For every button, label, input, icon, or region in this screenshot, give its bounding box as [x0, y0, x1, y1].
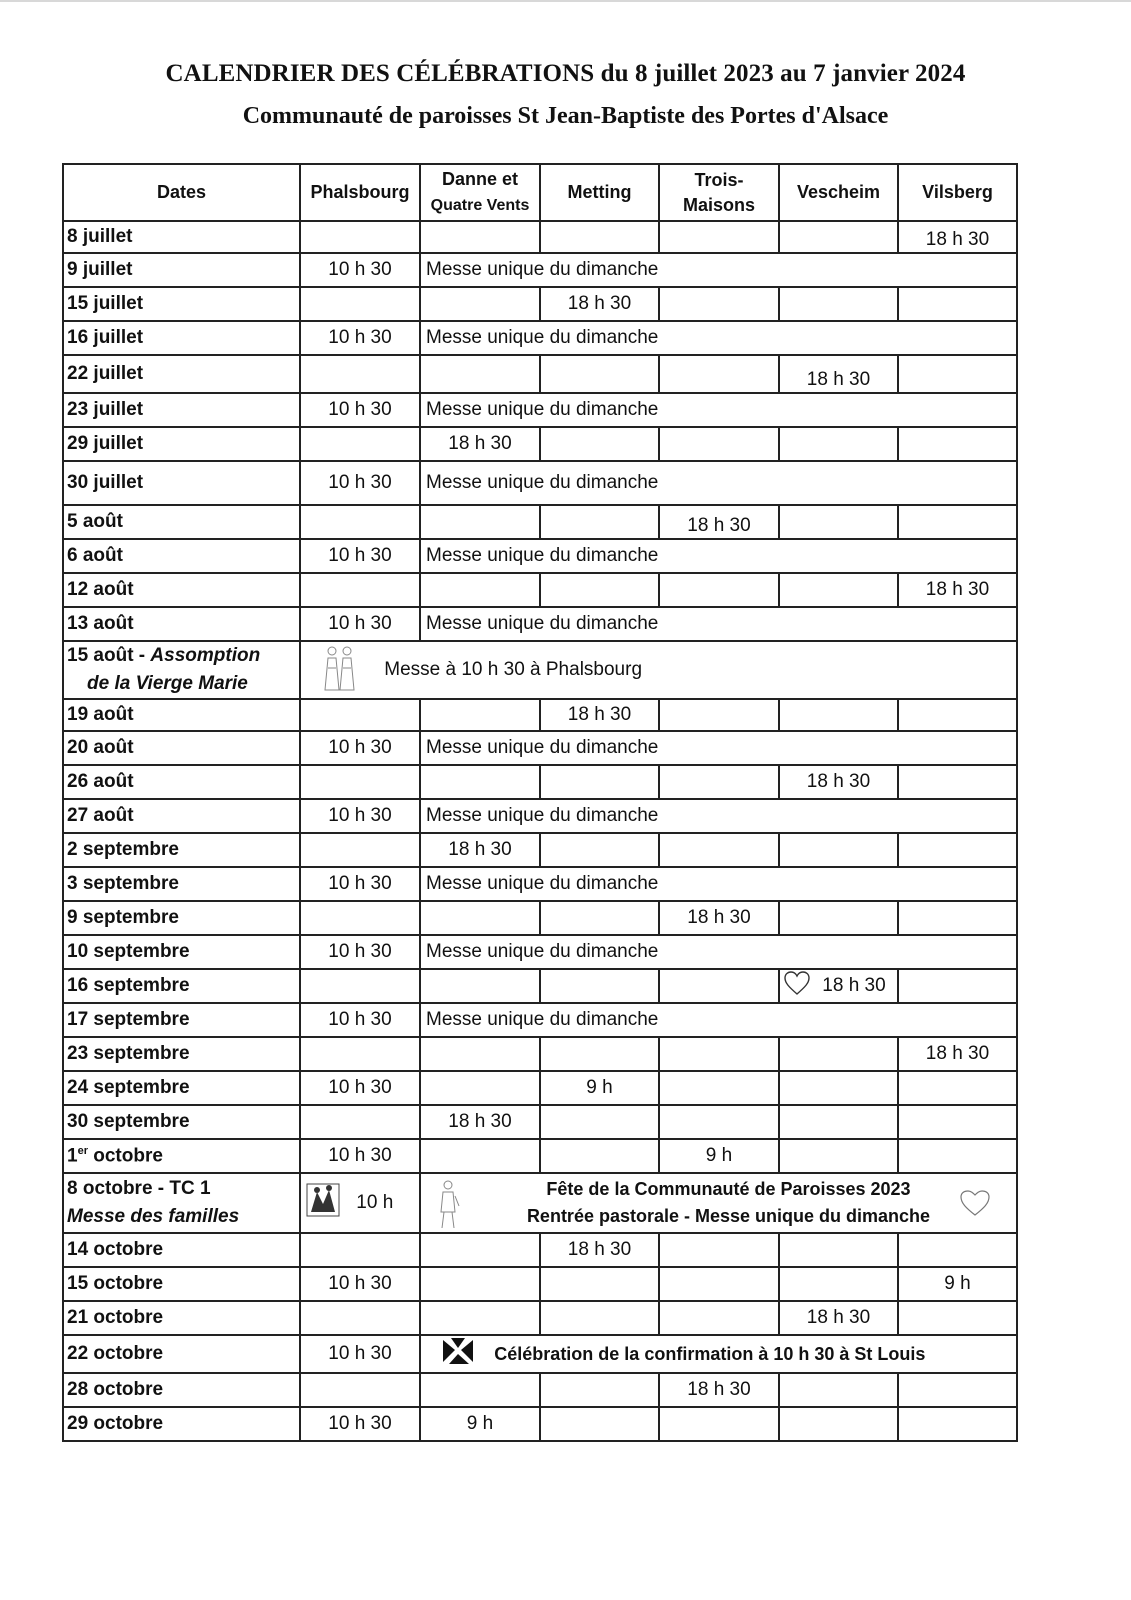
col-header-phalsbourg: Phalsbourg [300, 164, 420, 221]
scan-edge-line [0, 0, 1131, 2]
row-date: 20 août [63, 731, 300, 765]
row-note-line2: Rentrée pastorale - Messe unique du dimanche [526, 1206, 931, 1226]
cell-trois-maisons: 18 h 30 [659, 1373, 779, 1407]
row-date: 15 juillet [63, 287, 300, 321]
row-date: 15 août - Assomption de la Vierge Marie [63, 641, 300, 699]
table-row [63, 393, 1017, 427]
row-date: 16 septembre [63, 969, 300, 1003]
row-note: Messe unique du dimanche [420, 461, 1017, 505]
table-row [63, 901, 1017, 935]
row-date: 2 septembre [63, 833, 300, 867]
row-note: Messe unique du dimanche [420, 935, 1017, 969]
cell-phalsbourg: 10 h 30 [300, 607, 420, 641]
row-date: 16 juillet [63, 321, 300, 355]
table-row [63, 573, 1017, 607]
row-date: 12 août [63, 573, 300, 607]
row-note-line1: Fête de la Communauté de Paroisses 2023 [546, 1179, 911, 1199]
table-row [63, 799, 1017, 833]
cell-phalsbourg: 10 h 30 [300, 731, 420, 765]
table-row [63, 867, 1017, 901]
row-date: 28 octobre [63, 1373, 300, 1407]
heart-icon [783, 970, 811, 1002]
row-date: 5 août [63, 505, 300, 539]
confirmation-icon [441, 1336, 475, 1372]
row-note: Messe unique du dimanche [420, 539, 1017, 573]
cell-danne: 18 h 30 [420, 833, 540, 867]
cell-vilsberg: 18 h 30 [898, 1037, 1017, 1071]
row-date: 8 octobre - TC 1 Messe des familles [63, 1173, 300, 1233]
table-row [63, 505, 1017, 539]
cell-phalsbourg: 10 h 30 [300, 1335, 420, 1373]
row-date: 15 octobre [63, 1267, 300, 1301]
cell-vescheim-heart [779, 969, 898, 1003]
cell-metting: 9 h [540, 1071, 659, 1105]
row-note: Messe unique du dimanche [420, 253, 1017, 287]
cell-phalsbourg: 10 h 30 [300, 253, 420, 287]
table-row [63, 253, 1017, 287]
table-row [63, 221, 1017, 253]
table-row [63, 427, 1017, 461]
cell-phalsbourg: 10 h 30 [300, 1267, 420, 1301]
cell-trois-maisons: 18 h 30 [659, 505, 779, 539]
pilgrim-icon [433, 1178, 463, 1233]
cell-vescheim: 18 h 30 [779, 765, 898, 799]
col-header-metting: Metting [540, 164, 659, 221]
col-header-vescheim: Vescheim [779, 164, 898, 221]
table-row [63, 321, 1017, 355]
table-row [63, 969, 1017, 1003]
row-note: Messe unique du dimanche [420, 393, 1017, 427]
row-date: 6 août [63, 539, 300, 573]
row-date: 19 août [63, 699, 300, 731]
cell-phalsbourg: 10 h 30 [300, 935, 420, 969]
cell-phalsbourg: 10 h 30 [300, 1071, 420, 1105]
row-date: 24 septembre [63, 1071, 300, 1105]
table-row [63, 539, 1017, 573]
cell-danne: 18 h 30 [420, 427, 540, 461]
row-date: 21 octobre [63, 1301, 300, 1335]
row-date: 22 juillet [63, 355, 300, 393]
col-header-trois-maisons: Trois- Maisons [659, 164, 779, 221]
cell-vescheim: 18 h 30 [779, 355, 898, 393]
col-header-danne: Danne et Quatre Vents [420, 164, 540, 221]
table-row [63, 731, 1017, 765]
row-date: 17 septembre [63, 1003, 300, 1037]
cell-metting: 18 h 30 [540, 287, 659, 321]
cell-phalsbourg: 10 h 30 [300, 393, 420, 427]
cell-phalsbourg: 10 h 30 [300, 1139, 420, 1173]
cell-phalsbourg: 10 h 30 [300, 799, 420, 833]
cell-vilsberg: 9 h [898, 1267, 1017, 1301]
table-row [63, 461, 1017, 505]
row-note: Messe unique du dimanche [420, 1003, 1017, 1037]
table-row [63, 1071, 1017, 1105]
cell-metting: 18 h 30 [540, 699, 659, 731]
row-date: 9 septembre [63, 901, 300, 935]
table-row [63, 355, 1017, 393]
cell-vescheim: 18 h 30 [779, 1301, 898, 1335]
table-row [63, 765, 1017, 799]
table-row [63, 1335, 1017, 1373]
table-row [63, 935, 1017, 969]
row-note: Messe unique du dimanche [420, 321, 1017, 355]
cell-trois-maisons: 9 h [659, 1139, 779, 1173]
row-date: 14 octobre [63, 1233, 300, 1267]
table-row [63, 287, 1017, 321]
cell-vilsberg: 18 h 30 [898, 573, 1017, 607]
row-date: 13 août [63, 607, 300, 641]
row-date: 30 septembre [63, 1105, 300, 1139]
table-row [63, 641, 1017, 699]
cell-phalsbourg: 10 h 30 [300, 1003, 420, 1037]
table-row [63, 1233, 1017, 1267]
row-date: 29 octobre [63, 1407, 300, 1441]
row-date: 8 juillet [63, 221, 300, 253]
row-note-confirmation [420, 1335, 1017, 1373]
col-header-vilsberg: Vilsberg [898, 164, 1017, 221]
row-note: Messe unique du dimanche [420, 867, 1017, 901]
row-note-assumption [300, 641, 1017, 699]
row-date: 9 juillet [63, 253, 300, 287]
virgin-mary-icon [319, 642, 361, 698]
row-date: 23 septembre [63, 1037, 300, 1071]
cell-phalsbourg: 10 h 30 [300, 867, 420, 901]
col-header-dates: Dates [63, 164, 300, 221]
row-date: 29 juillet [63, 427, 300, 461]
cell-phalsbourg-tc1 [300, 1173, 420, 1233]
row-date: 30 juillet [63, 461, 300, 505]
cell-trois-maisons: 18 h 30 [659, 901, 779, 935]
cell-danne: 9 h [420, 1407, 540, 1441]
row-note: Messe unique du dimanche [420, 607, 1017, 641]
row-note: Célébration de la confirmation à 10 h 30 à St Louis [494, 1343, 926, 1364]
cell-vilsberg: 18 h 30 [898, 221, 1017, 253]
cell-phalsbourg: 10 h 30 [300, 321, 420, 355]
heart-icon [958, 1188, 992, 1224]
document-subtitle: Communauté de paroisses St Jean-Baptiste des Portes d'Alsace [242, 103, 889, 129]
table-row [63, 1407, 1017, 1441]
table-row [63, 1373, 1017, 1407]
cell-metting: 18 h 30 [540, 1233, 659, 1267]
cell-phalsbourg: 10 h 30 [300, 539, 420, 573]
table-header-row [63, 164, 1017, 221]
row-note-fete [420, 1173, 1017, 1233]
table-row [63, 1037, 1017, 1071]
cell-phalsbourg: 10 h 30 [300, 461, 420, 505]
row-date: 1er octobre [63, 1139, 300, 1173]
row-note: Messe unique du dimanche [420, 731, 1017, 765]
document-title: CALENDRIER DES CÉLÉBRATIONS du 8 juillet 2023 au 7 janvier 2024 [165, 60, 966, 87]
row-date: 3 septembre [63, 867, 300, 901]
table-row [63, 699, 1017, 731]
table-row [63, 1173, 1017, 1233]
cell-phalsbourg: 10 h [356, 1192, 394, 1213]
row-date: 26 août [63, 765, 300, 799]
table-row [63, 607, 1017, 641]
row-date: 23 juillet [63, 393, 300, 427]
table-row [63, 1267, 1017, 1301]
row-note: Messe à 10 h 30 à Phalsbourg [384, 659, 643, 680]
celebrations-table [62, 163, 1018, 1442]
table-row [63, 1003, 1017, 1037]
row-date: 10 septembre [63, 935, 300, 969]
cell-vescheim: 18 h 30 [822, 975, 886, 996]
row-date: 22 octobre [63, 1335, 300, 1373]
table-row [63, 1105, 1017, 1139]
cell-danne: 18 h 30 [420, 1105, 540, 1139]
table-row [63, 833, 1017, 867]
cell-phalsbourg: 10 h 30 [300, 1407, 420, 1441]
row-note: Messe unique du dimanche [420, 799, 1017, 833]
table-row [63, 1139, 1017, 1173]
table-row [63, 1301, 1017, 1335]
family-icon [305, 1182, 341, 1224]
row-date: 27 août [63, 799, 300, 833]
